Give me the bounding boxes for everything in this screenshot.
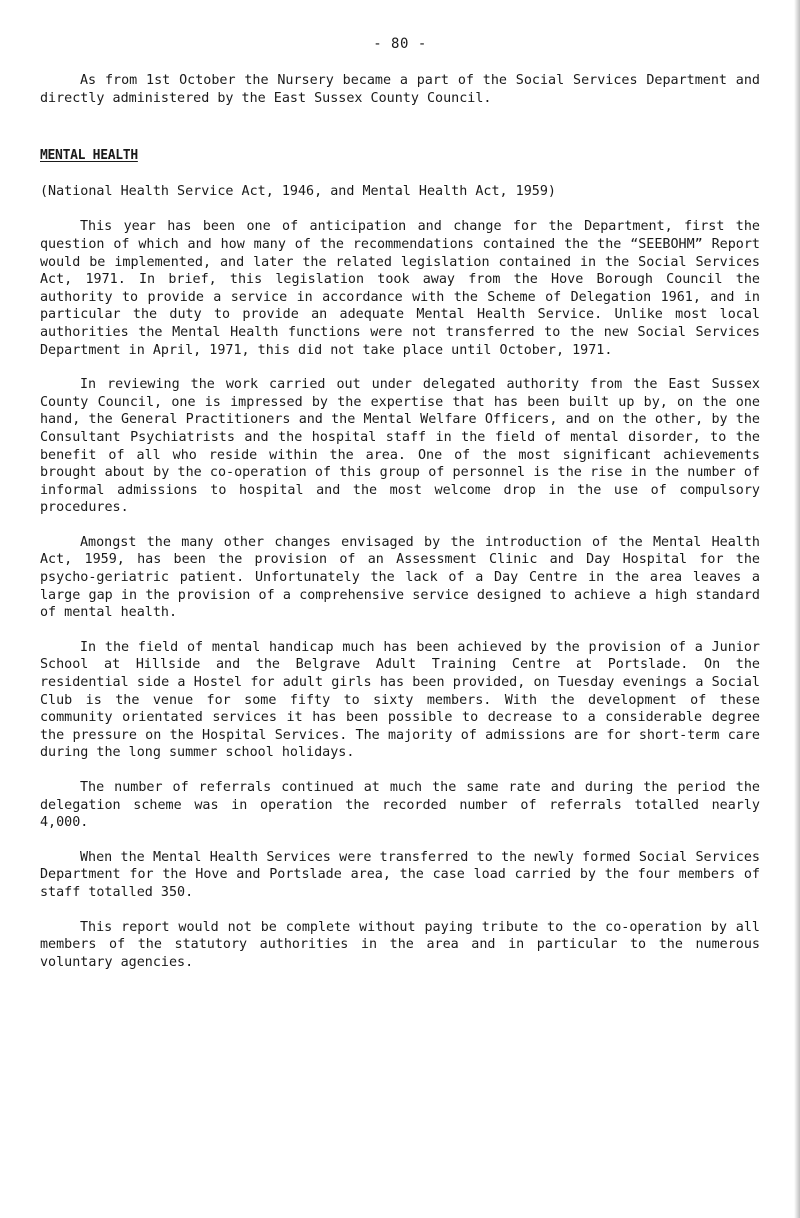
body-paragraph-7: This report would not be complete without paying tribute to the co-operation by all members of the statutory authorities in the area and in particular to the numerous voluntary agencies. — [40, 919, 760, 970]
body-paragraph-4: In the field of mental handicap much has been achieved by the provision of a Junior School at Hillside and the Belgrave Adult Training Centre at Portslade. On the residential side a Hostel for adult girls has been provided, on Tuesday evenings a Social Club is the venue for some fifty to sixty members. With the development of these community orientated services it has been possible to decrease to a considerable degree the pressure on the Hospital Services. The majority of admissions are for short-term care during the long summer school holidays. — [40, 639, 760, 761]
body-paragraph-1: This year has been one of anticipation and change for the Department, first the question of which and how many of the recommendations contained the the “SEEBOHM” Report would be implemented, and later the related legislation contained in the Social Services Act, 1971. In brief, this legislation took away from the Hove Borough Council the authority to provide a service in accordance with the Scheme of Delegation 1961, and in particular the duty to provide an adequate Mental Health Service. Unlike most local authorities the Mental Health functions were not transferred to the new Social Services Department in April, 1971, this did not take place until October, 1971. — [40, 219, 760, 358]
body-paragraph-3: Amongst the many other changes envisaged by the introduction of the Mental Health Act, 1959, has been the provision of an Assessment Clinic and Day Hospital for the psycho-geriatric patient. Unfortunately the lack of a Day Centre in the area leaves a large gap in the provision of a comprehensive service designed to achieve a high standard of mental health. — [40, 534, 760, 621]
body-paragraph-2: In reviewing the work carried out under delegated authority from the East Sussex County Council, one is impressed by the expertise that has been built up by, on the one hand, the General Practitioners and the Mental Welfare Officers, and on the other, by the Consultant Psychiatrists and the hospital staff in the field of mental disorder, to the benefit of all who reside within the area. One of the most significant achievements brought about by the co-operation of this group of personnel is the rise in the number of informal admissions to hospital and the most welcome drop in the use of compulsory procedures. — [40, 377, 760, 516]
page-number: - 80 - — [373, 36, 427, 52]
body-paragraph-5: The number of referrals continued at much the same rate and during the period the delegation scheme was in operation the recorded number of referrals totalled nearly 4,000. — [40, 780, 760, 831]
body-paragraph-6: When the Mental Health Services were transferred to the newly formed Social Services Department for the Hove and Portslade area, the case load carried by the four members of staff totalled 350. — [40, 849, 760, 900]
document-body — [40, 72, 760, 988]
section-subtitle: (National Health Service Act, 1946, and Mental Health Act, 1959) — [40, 183, 556, 199]
intro-paragraph: As from 1st October the Nursery became a part of the Social Services Department and directly administered by the East Sussex County Council. — [40, 73, 760, 106]
page-edge-shadow — [794, 0, 800, 1218]
section-title: MENTAL HEALTH — [40, 148, 138, 164]
